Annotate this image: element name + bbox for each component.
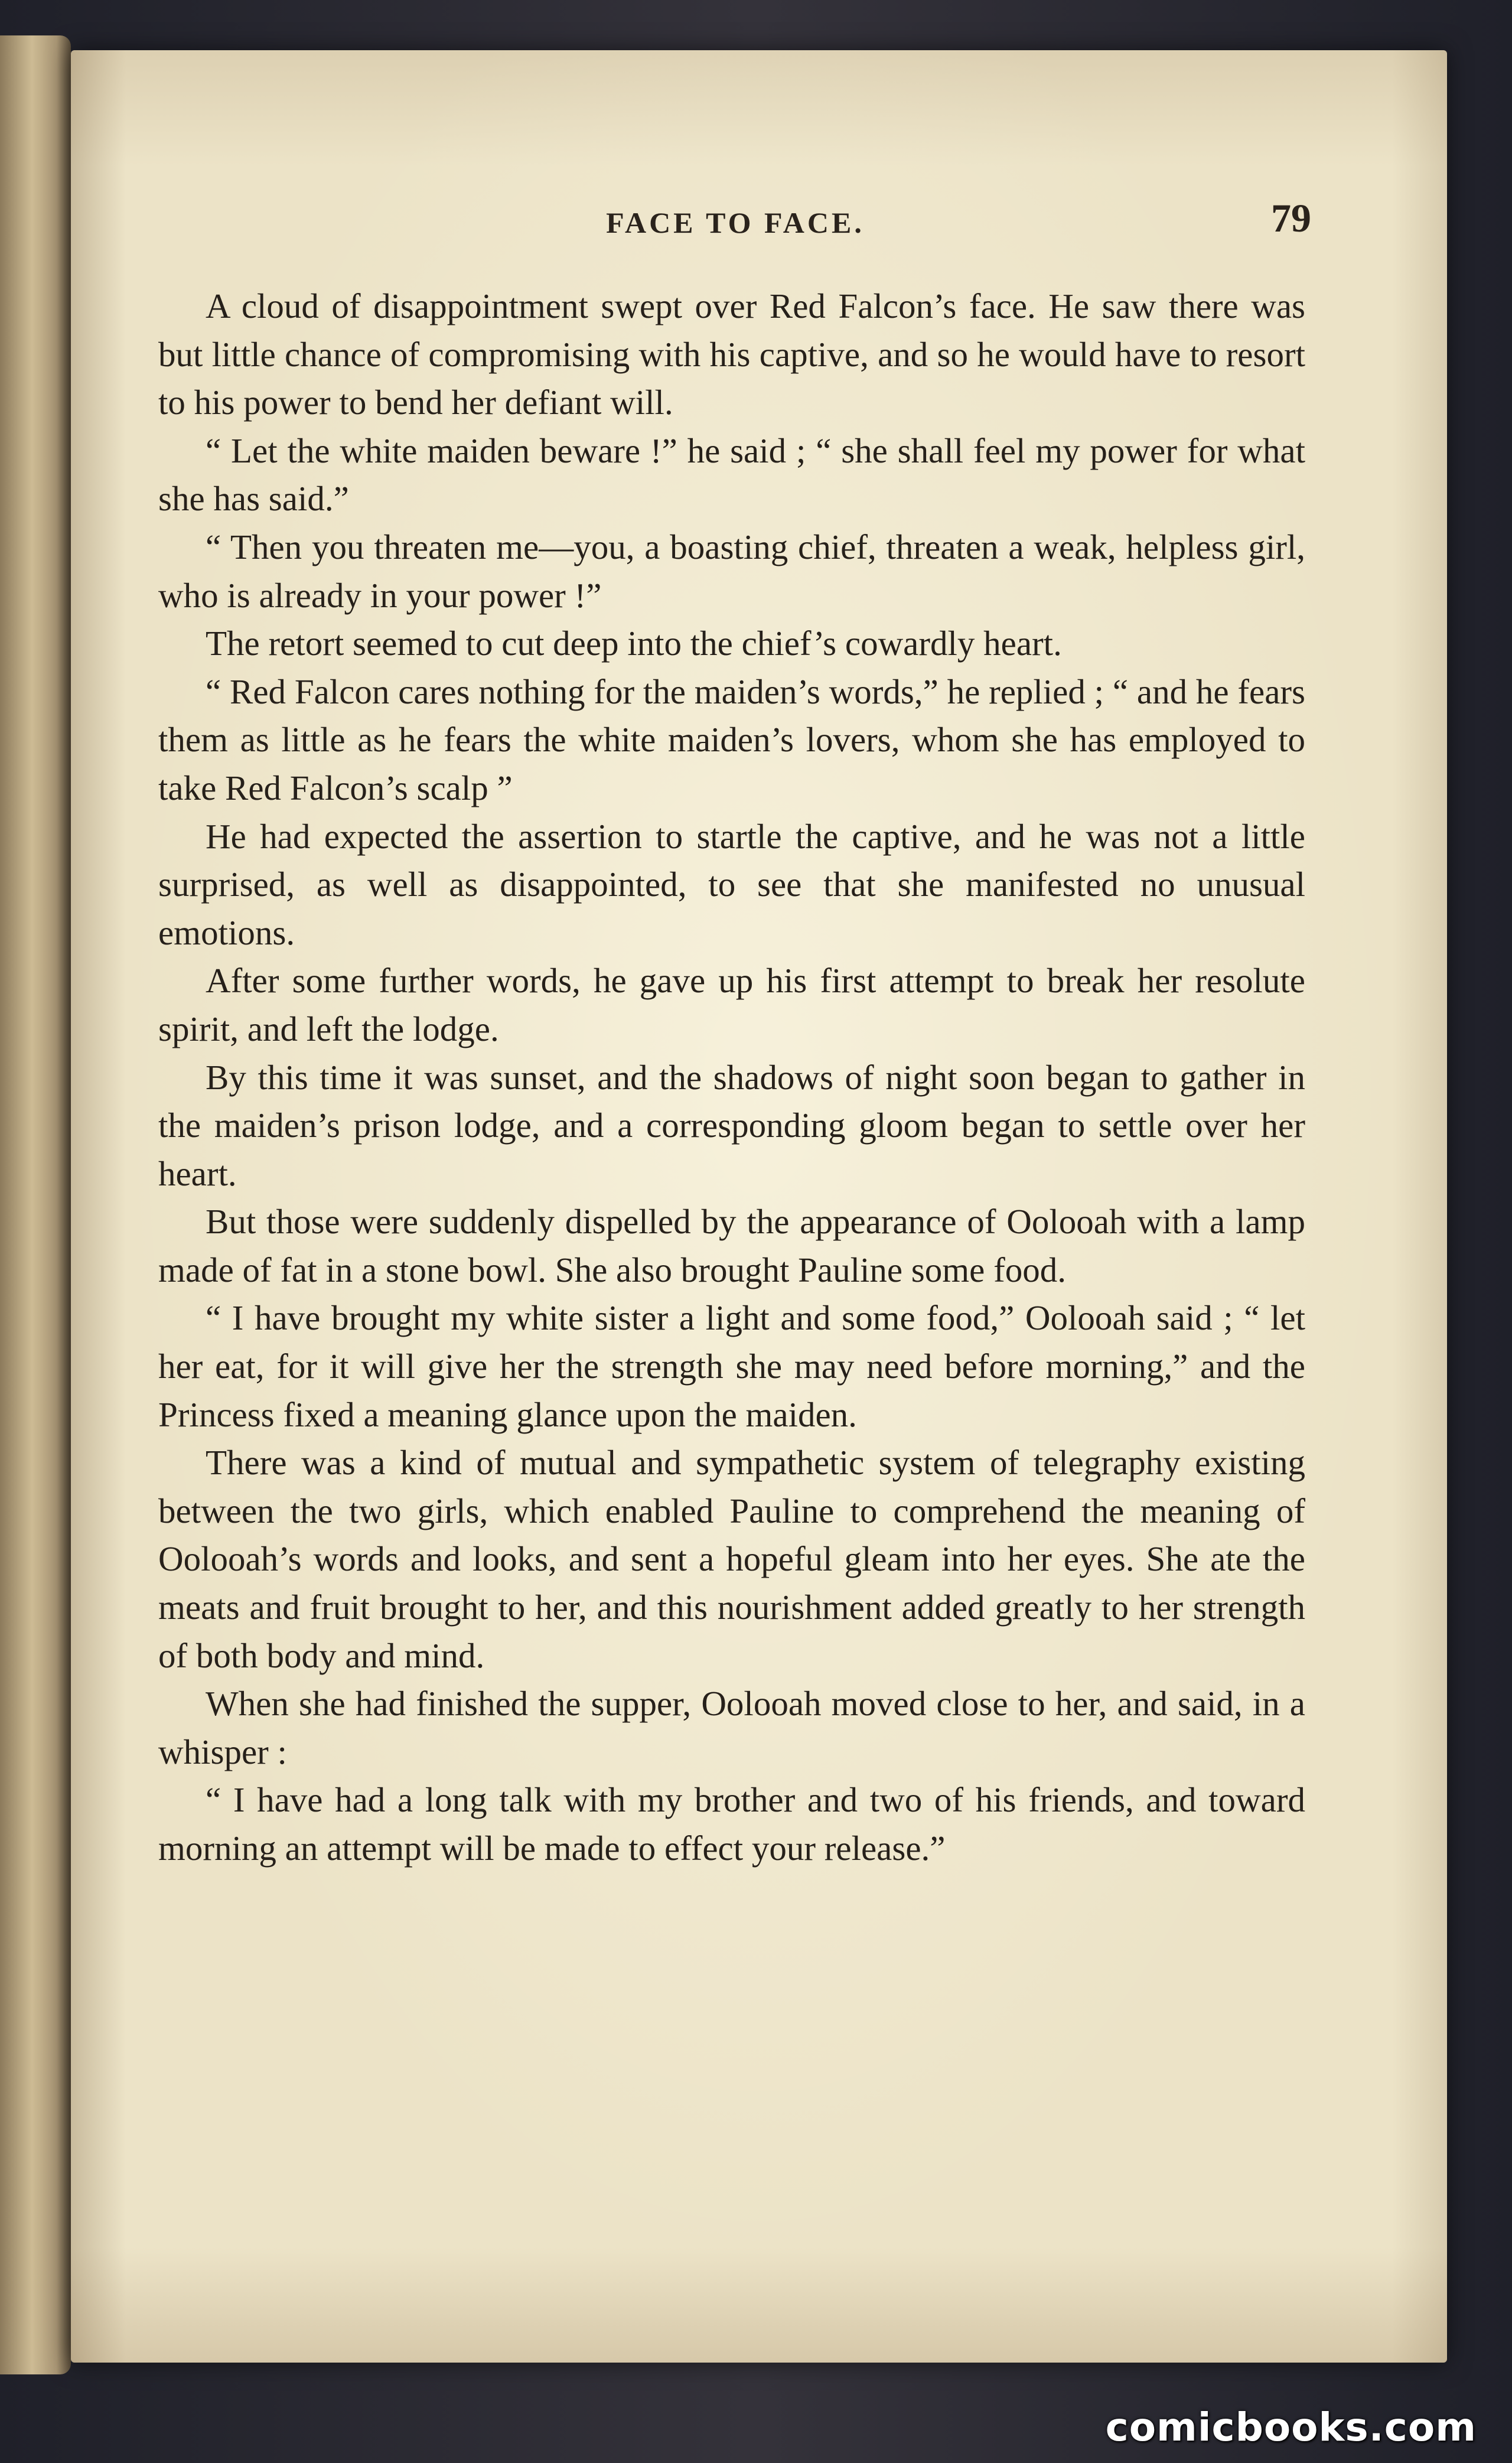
previous-page-edge <box>0 35 71 2374</box>
body-text <box>158 282 1305 1873</box>
paragraph: By this time it was sunset, and the shadows of night soon began to gather in the maiden’s prison lodge, and a corresponding gloom began to settle over her heart. <box>158 1057 1305 1193</box>
paragraph: “ I have had a long talk with my brother and two of his friends, and toward morning an attempt will be made to effect your release.” <box>158 1780 1305 1868</box>
paragraph: There was a kind of mutual and sympathetic system of telegraphy existing between the two girls, which enabled Pauline to comprehend the meaning of Oolooah’s words and looks, and sent a hopeful gleam into her eyes. She ate the meats and fruit brought to her, and this nourishment added greatly to her strength of both body and mind. <box>158 1443 1305 1675</box>
running-head <box>159 195 1311 266</box>
watermark: comicbooks.com <box>1105 2405 1477 2450</box>
paragraph: After some further words, he gave up his first attempt to break her resolute spirit, and left the lodge. <box>158 961 1305 1048</box>
paragraph: The retort seemed to cut deep into the chief’s cowardly heart. <box>206 624 1062 663</box>
chapter-title: FACE TO FACE. <box>606 206 865 239</box>
paragraph: “ I have brought my white sister a light and some food,” Oolooah said ; “ let her eat, for it will give her the strength she may need before morning,” and the Princess fixed a meaning glance upon the maiden. <box>158 1298 1305 1434</box>
page-number: 79 <box>1271 196 1311 240</box>
paragraph: When she had finished the supper, Oolooah moved close to her, and said, in a whisper : <box>158 1684 1305 1771</box>
paragraph: “ Let the white maiden beware !” he said ; “ she shall feel my power for what she has said.” <box>158 431 1305 519</box>
paragraph: “ Then you threaten me—you, a boasting chief, threaten a weak, helpless girl, who is already in your power !” <box>158 527 1305 615</box>
paragraph: A cloud of disappointment swept over Red Falcon’s face. He saw there was but little chance of compromising with his captive, and so he would have to resort to his power to bend her defiant will. <box>158 286 1305 422</box>
paragraph: “ Red Falcon cares nothing for the maiden’s words,” he replied ; “ and he fears them as little as he fears the white maiden’s lovers, whom she has employed to take Red Falcon’s scalp ” <box>158 672 1305 807</box>
paragraph: He had expected the assertion to startle the captive, and he was not a little surprised, as well as disappointed, to see that she manifested no unusual emotions. <box>158 816 1305 952</box>
paragraph: But those were suddenly dispelled by the appearance of Oolooah with a lamp made of fat in a stone bowl. She also brought Pauline some food. <box>158 1202 1305 1289</box>
